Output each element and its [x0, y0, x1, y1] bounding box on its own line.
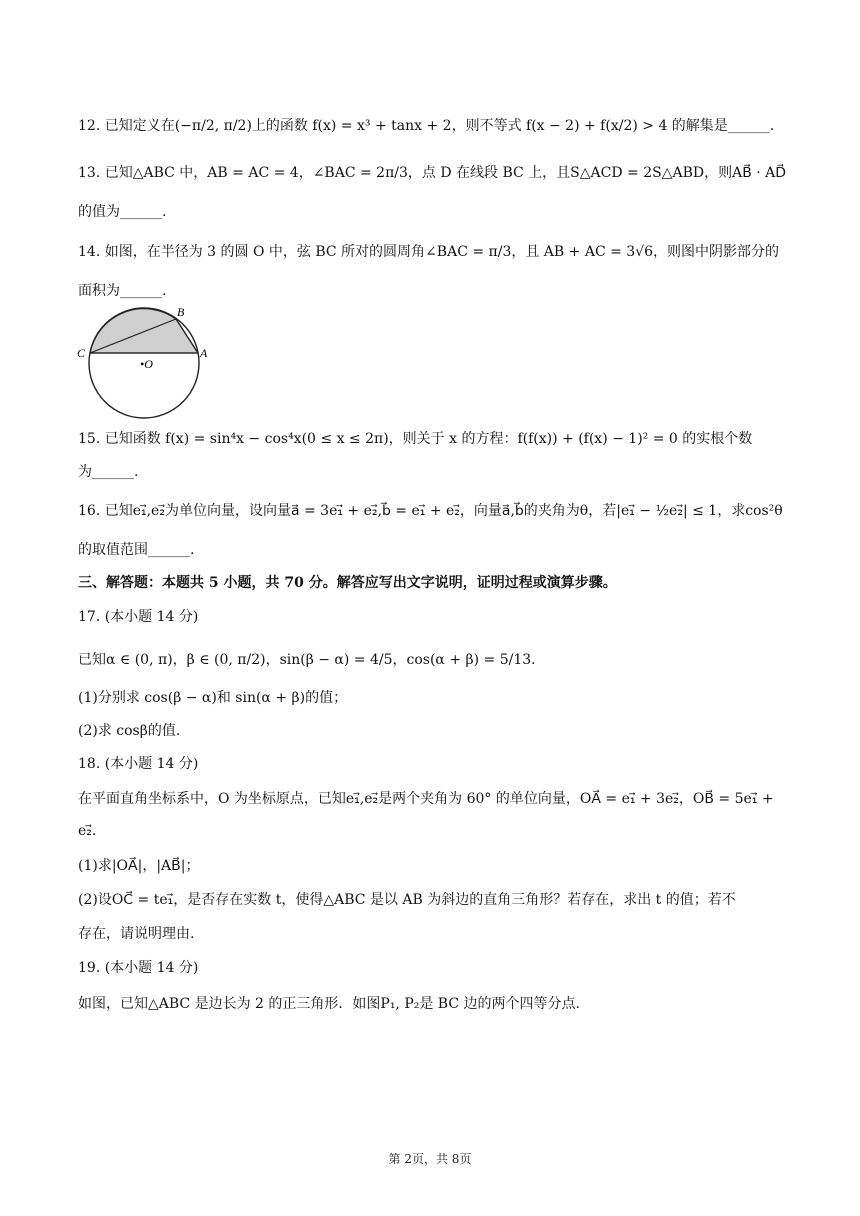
problem-19-given: 如图，已知△ABC 是边长为 2 的正三角形．如图P₁, P₂是 BC 边的两个四等分点.: [78, 996, 580, 1012]
problem-16-line-1: 16. 已知e₁⃗,e₂⃗为单位向量，设向量a⃗ = 3e₁⃗ + e₂⃗,b⃗ = e₁⃗ + e₂⃗，向量a⃗,b⃗的夹角为θ，若|e₁⃗ − ½e₂⃗| ≤ 1，求cos²θ: [78, 503, 783, 519]
label-o: •O: [140, 357, 153, 371]
problem-18-header: 18. (本小题 14 分): [78, 756, 199, 772]
circle-diagram: [74, 303, 214, 421]
label-a: A: [200, 346, 208, 360]
problem-15-line-1: 15. 已知函数 f(x) = sin⁴x − cos⁴x(0 ≤ x ≤ 2π)，则关于 x 的方程：f(f(x)) + (f(x) − 1)² = 0 的实根个数: [78, 431, 753, 447]
problem-18-given-line-2: e₂⃗.: [78, 823, 97, 839]
problem-19-header: 19. (本小题 14 分): [78, 960, 199, 976]
problem-17-header: 17. (本小题 14 分): [78, 609, 199, 625]
page-footer: 第 2页，共 8页: [388, 1152, 472, 1166]
problem-17-given: 已知α ∈ (0, π)，β ∈ (0, π/2)，sin(β − α) = 4/5，cos(α + β) = 5/13.: [78, 652, 536, 668]
problem-18-part-2-line-1: (2)设OC⃗ = te₁⃗，是否存在实数 t，使得△ABC 是以 AB 为斜边的直角三角形？若存在，求出 t 的值；若不: [78, 892, 736, 908]
problem-17-part-2: (2)求 cosβ的值.: [78, 723, 181, 739]
problem-15-line-2: 为______.: [78, 464, 139, 480]
problem-17-part-1: (1)分别求 cos(β − α)和 sin(α + β)的值；: [78, 690, 348, 706]
problem-16-line-2: 的取值范围______.: [78, 542, 195, 558]
section-heading: 三、解答题：本题共 5 小题，共 70 分。解答应写出文字说明，证明过程或演算步骤。: [78, 575, 617, 591]
label-c: C: [77, 346, 86, 360]
problem-12: 12. 已知定义在(−π/2, π/2)上的函数 f(x) = x³ + tanx + 2，则不等式 f(x − 2) + f(x/2) > 4 的解集是______.: [78, 118, 775, 134]
problem-18-part-2-line-2: 存在，请说明理由.: [78, 926, 195, 942]
problem-14-line-2: 面积为______.: [78, 283, 167, 299]
label-b: B: [177, 305, 185, 319]
problem-13-line-2: 的值为______.: [78, 204, 167, 220]
problem-18-given-line-1: 在平面直角坐标系中，O 为坐标原点，已知e₁⃗,e₂⃗是两个夹角为 60° 的单位向量，OA⃗ = e₁⃗ + 3e₂⃗，OB⃗ = 5e₁⃗ +: [78, 791, 774, 807]
problem-18-part-1: (1)求|OA⃗|，|AB⃗|；: [78, 858, 200, 874]
problem-14-line-1: 14. 如图，在半径为 3 的圆 O 中，弦 BC 所对的圆周角∠BAC = π/3，且 AB + AC = 3√6，则图中阴影部分的: [78, 244, 780, 260]
problem-13-line-1: 13. 已知△ABC 中，AB = AC = 4，∠BAC = 2π/3，点 D 在线段 BC 上，且S△ACD = 2S△ABD，则AB⃗ · AD⃗: [78, 165, 787, 181]
circle-figure: [74, 303, 214, 425]
